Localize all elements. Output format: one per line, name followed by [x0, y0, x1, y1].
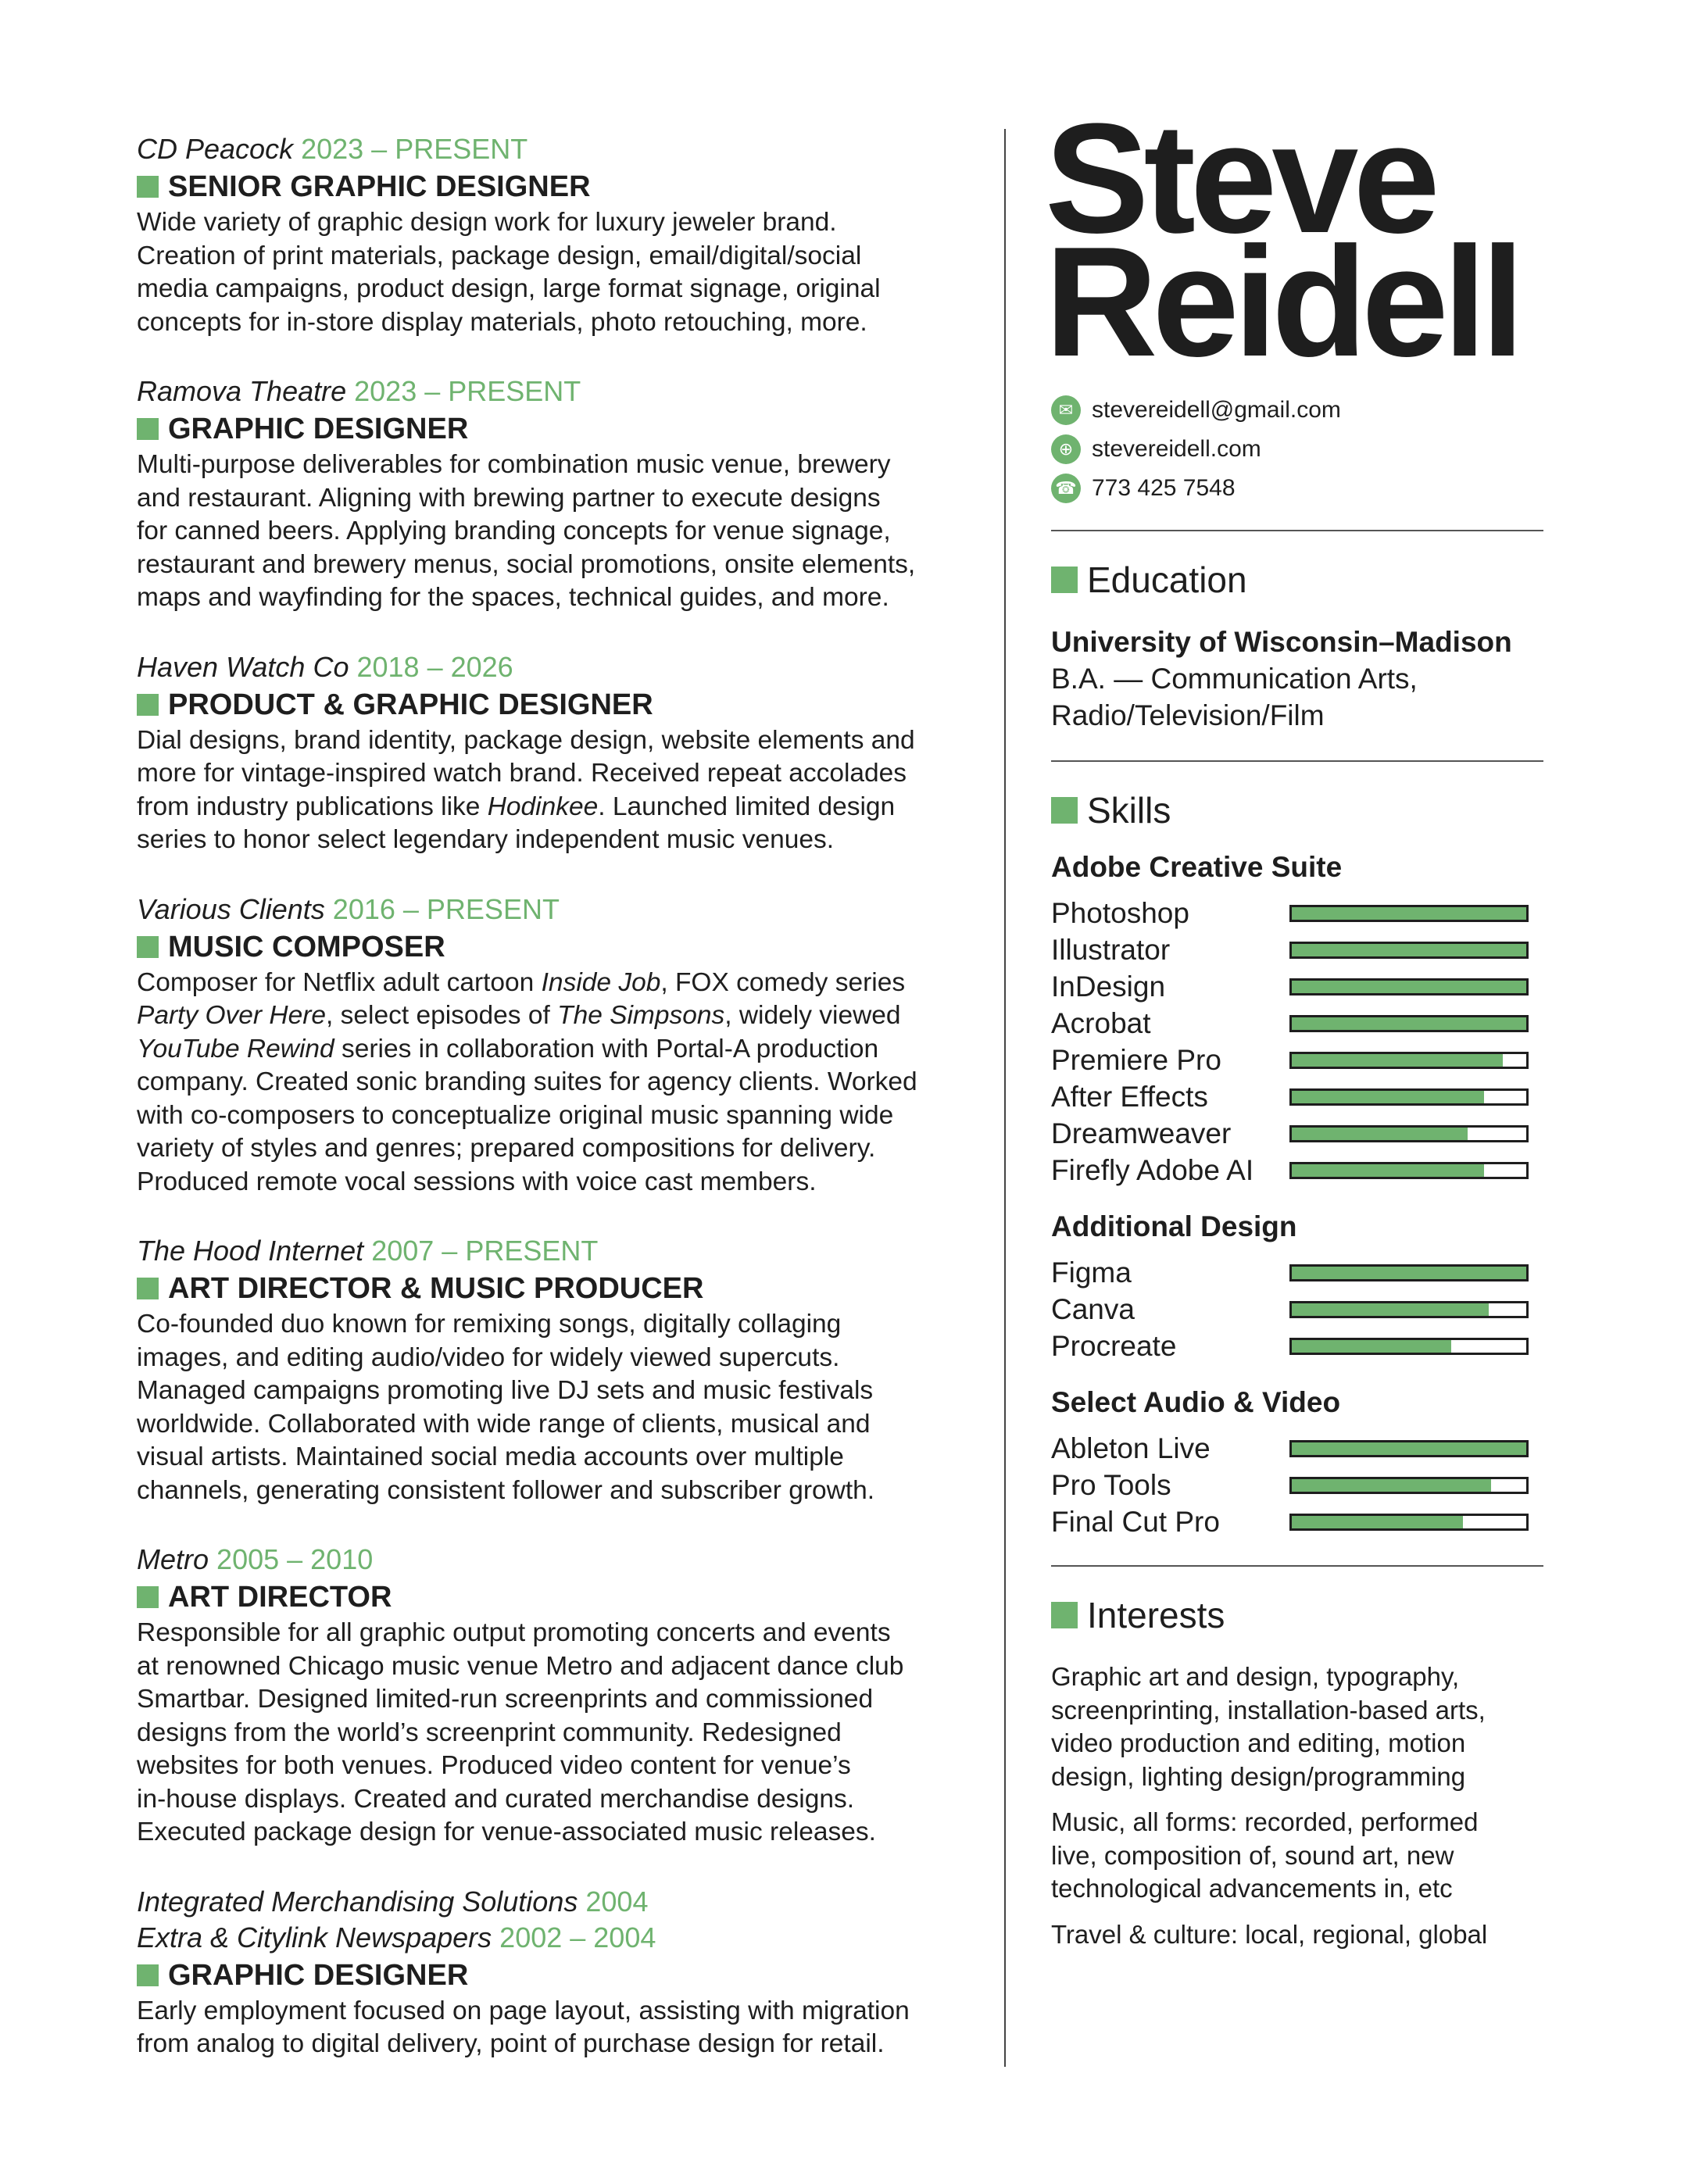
- skill-level-bar: [1289, 1052, 1529, 1069]
- interest-line: technological advancements in, etc: [1051, 1874, 1453, 1903]
- skill-row: [1051, 1115, 1543, 1152]
- job-list: [137, 131, 965, 1850]
- job-role: PRODUCT & GRAPHIC DESIGNER: [137, 685, 965, 724]
- job-description: [137, 206, 965, 339]
- desc-line: from industry publications like Hodinkee. Launched limited design: [137, 792, 896, 821]
- skill-level-bar: [1289, 978, 1529, 995]
- desc-line: images, and editing audio/video for widely viewed supercuts.: [137, 1342, 840, 1372]
- desc-line: company. Created sonic branding suites for agency clients. Worked: [137, 1067, 917, 1096]
- column-divider: [1004, 129, 1006, 2067]
- job-employer: Metro 2005 – 2010: [137, 1543, 374, 1575]
- desc-line: with co-composers to conceptualize original music spanning wide: [137, 1100, 894, 1130]
- skill-row: [1051, 931, 1543, 968]
- desc-line: Dial designs, brand identity, package design, website elements and: [137, 725, 915, 755]
- skill-row: [1051, 968, 1543, 1005]
- skill-row: [1051, 1254, 1543, 1291]
- job-role: MUSIC COMPOSER: [137, 928, 965, 967]
- interest-line: screenprinting, installation-based arts,: [1051, 1695, 1486, 1725]
- skill-level-fill: [1292, 1340, 1451, 1353]
- desc-line: from analog to digital delivery, point of purchase design for retail.: [137, 2029, 885, 2058]
- skills-heading: Skills: [1051, 787, 1543, 834]
- desc-line: in-house displays. Created and curated merchandise designs.: [137, 1784, 855, 1814]
- experience-column: [137, 131, 965, 2096]
- skill-level-bar: [1289, 1338, 1529, 1355]
- bullet-square-icon: [137, 1964, 159, 1986]
- desc-line: Smartbar. Designed limited-run screenprints and commissioned: [137, 1685, 874, 1714]
- interest-paragraph: [1051, 1660, 1543, 1793]
- skill-label: Premiere Pro: [1051, 1043, 1221, 1076]
- divider: [1051, 530, 1543, 531]
- job-employer: The Hood Internet 2007 – PRESENT: [137, 1235, 599, 1267]
- bullet-square-icon: [137, 1278, 159, 1299]
- interest-line: design, lighting design/programming: [1051, 1761, 1466, 1791]
- desc-line: Multi-purpose deliverables for combination music venue, brewery: [137, 450, 891, 479]
- interest-line: Music, all forms: recorded, performed: [1051, 1807, 1479, 1836]
- skill-level-fill: [1292, 1128, 1468, 1140]
- desc-line: Wide variety of graphic design work for luxury jeweler brand.: [137, 208, 837, 237]
- skill-label: Pro Tools: [1051, 1468, 1171, 1501]
- skill-row: [1051, 1467, 1543, 1503]
- skill-level-bar: [1289, 1125, 1529, 1142]
- skill-label: Photoshop: [1051, 896, 1189, 929]
- skill-level-fill: [1292, 1267, 1526, 1279]
- skill-level-fill: [1292, 944, 1526, 956]
- bullet-square-icon: [137, 694, 159, 716]
- degree: B.A. — Communication Arts,: [1051, 663, 1418, 695]
- skill-level-fill: [1292, 1303, 1489, 1316]
- desc-line: designs from the world’s screenprint community. Redesigned: [137, 1718, 842, 1747]
- skills-block: [1051, 851, 1543, 1540]
- skill-level-fill: [1292, 1516, 1463, 1528]
- skill-group: [1051, 1386, 1543, 1540]
- skill-label: Dreamweaver: [1051, 1117, 1232, 1149]
- desc-line: Party Over Here, select episodes of The Simpsons, widely viewed: [137, 1001, 901, 1030]
- desc-line: Responsible for all graphic output promoting concerts and events: [137, 1618, 891, 1647]
- skill-level-bar: [1289, 1015, 1529, 1032]
- desc-line: series to honor select legendary independent music venues.: [137, 825, 835, 854]
- skill-level-bar: [1289, 942, 1529, 959]
- skill-level-bar: [1289, 1162, 1529, 1179]
- skill-row: [1051, 895, 1543, 931]
- skill-group-title: Adobe Creative Suite: [1051, 851, 1343, 883]
- skill-label: Illustrator: [1051, 933, 1171, 966]
- desc-line: concepts for in-store display materials, photo retouching, more.: [137, 307, 867, 337]
- education-heading: Education: [1051, 556, 1543, 603]
- skill-row: [1051, 1078, 1543, 1115]
- bullet-square-icon: [1051, 1602, 1078, 1628]
- desc-line: Composer for Netflix adult cartoon Inside Job, FOX comedy series: [137, 967, 906, 997]
- first-name: Steve: [1045, 91, 1435, 266]
- school-name: University of Wisconsin–Madison: [1051, 626, 1512, 658]
- skill-label: InDesign: [1051, 970, 1166, 1003]
- interest-line: Graphic art and design, typography,: [1051, 1662, 1460, 1691]
- skill-row: [1051, 1152, 1543, 1189]
- skill-label: After Effects: [1051, 1080, 1208, 1113]
- job-role: ART DIRECTOR & MUSIC PRODUCER: [137, 1269, 965, 1308]
- skill-row: [1051, 1328, 1543, 1364]
- contact-email[interactable]: ✉ stevereidell@gmail.com: [1051, 391, 1543, 430]
- contact-phone[interactable]: ☎ 773 425 7548: [1051, 469, 1543, 508]
- skill-level-bar: [1289, 1088, 1529, 1106]
- job-role: GRAPHIC DESIGNER: [137, 1956, 965, 1995]
- desc-line: variety of styles and genres; prepared compositions for delivery.: [137, 1134, 876, 1163]
- job-role: GRAPHIC DESIGNER: [137, 409, 965, 449]
- desc-line: Executed package design for venue-associated music releases.: [137, 1818, 876, 1846]
- interests-block: [1051, 1660, 1543, 1951]
- job-entry: [137, 1542, 965, 1850]
- desc-line: at renowned Chicago music venue Metro and adjacent dance club: [137, 1651, 904, 1681]
- bullet-square-icon: [137, 176, 159, 198]
- desc-line: channels, generating consistent follower and subscriber growth.: [137, 1475, 875, 1505]
- bullet-square-icon: [137, 936, 159, 958]
- desc-line: maps and wayfinding for the spaces, technical guides, and more.: [137, 583, 889, 612]
- job-employer: Various Clients 2016 – PRESENT: [137, 892, 560, 925]
- skill-label: Ableton Live: [1051, 1432, 1211, 1464]
- skill-label: Acrobat: [1051, 1006, 1151, 1039]
- bullet-square-icon: [1051, 797, 1078, 824]
- job-employer: CD Peacock 2023 – PRESENT: [137, 133, 528, 165]
- job-entry: [137, 374, 965, 615]
- skill-level-fill: [1292, 1479, 1491, 1492]
- interest-line: video production and editing, motion: [1051, 1728, 1466, 1757]
- job-description: [137, 1308, 965, 1507]
- skill-label: Canva: [1051, 1292, 1135, 1325]
- skill-level-bar: [1289, 905, 1529, 922]
- job-entry: [137, 131, 965, 339]
- interest-paragraph: [1051, 1806, 1543, 1906]
- desc-line: more for vintage-inspired watch brand. Received repeat accolades: [137, 759, 907, 788]
- desc-line: Managed campaigns promoting live DJ sets and music festivals: [137, 1376, 874, 1405]
- skill-row: [1051, 1503, 1543, 1540]
- skill-group: [1051, 851, 1543, 1189]
- job-employer: Extra & Citylink Newspapers 2002 – 2004: [137, 1921, 656, 1953]
- skill-level-bar: [1289, 1440, 1529, 1457]
- skill-level-fill: [1292, 1091, 1484, 1103]
- skill-level-fill: [1292, 1164, 1484, 1177]
- interest-paragraph: [1051, 1918, 1543, 1952]
- name-heading: [1045, 91, 1543, 389]
- desc-line: Co-founded duo known for remixing songs, digitally collaging: [137, 1310, 842, 1339]
- education-block: [1051, 624, 1543, 734]
- globe-icon: ⊕: [1051, 434, 1081, 464]
- job-entry: [137, 649, 965, 857]
- interests-heading: Interests: [1051, 1592, 1543, 1639]
- desc-line: restaurant and brewery menus, social promotions, onsite elements,: [137, 549, 916, 579]
- skill-level-bar: [1289, 1264, 1529, 1281]
- skill-level-fill: [1292, 981, 1526, 993]
- phone-icon: ☎: [1051, 474, 1081, 503]
- interest-line: live, composition of, sound art, new: [1051, 1840, 1454, 1870]
- divider: [1051, 1565, 1543, 1567]
- desc-line: and restaurant. Aligning with brewing partner to execute designs: [137, 483, 881, 513]
- job-entry: [137, 1233, 965, 1507]
- job-description: [137, 1995, 965, 2061]
- skill-group-title: Additional Design: [1051, 1210, 1297, 1242]
- desc-line: worldwide. Collaborated with wide range of clients, musical and: [137, 1409, 871, 1439]
- skill-level-fill: [1292, 907, 1526, 920]
- desc-line: media campaigns, product design, large format signage, original: [137, 274, 881, 303]
- skill-row: [1051, 1430, 1543, 1467]
- job-role: SENIOR GRAPHIC DESIGNER: [137, 167, 965, 206]
- job-employer: Haven Watch Co 2018 – 2026: [137, 650, 513, 683]
- skill-row: [1051, 1005, 1543, 1042]
- email-icon: ✉: [1051, 395, 1081, 425]
- skill-level-bar: [1289, 1477, 1529, 1494]
- desc-line: visual artists. Maintained social media accounts over multiple: [137, 1442, 844, 1471]
- bullet-square-icon: [1051, 567, 1078, 593]
- skill-label: Figma: [1051, 1256, 1132, 1289]
- skill-label: Procreate: [1051, 1329, 1177, 1362]
- interest-line: Travel & culture: local, regional, global: [1051, 1919, 1488, 1949]
- desc-line: Early employment focused on page layout, assisting with migration: [137, 1996, 910, 2025]
- skill-row: [1051, 1042, 1543, 1078]
- desc-line: for canned beers. Applying branding concepts for venue signage,: [137, 517, 891, 545]
- job-employer: Ramova Theatre 2023 – PRESENT: [137, 375, 581, 407]
- desc-line: Produced remote vocal sessions with voice cast members.: [137, 1167, 817, 1196]
- job-description: [137, 449, 965, 615]
- bullet-square-icon: [137, 1586, 159, 1608]
- job-description: [137, 724, 965, 857]
- skill-level-fill: [1292, 1017, 1526, 1030]
- contact-website[interactable]: ⊕ stevereidell.com: [1051, 430, 1543, 469]
- sidebar-column: [1045, 91, 1543, 1964]
- divider: [1051, 760, 1543, 762]
- job-employer: Integrated Merchandising Solutions 2004: [137, 1885, 649, 1918]
- skill-group: [1051, 1210, 1543, 1364]
- early-employment: [137, 1884, 965, 2061]
- job-entry: [137, 892, 965, 1199]
- skill-level-fill: [1292, 1442, 1526, 1455]
- bullet-square-icon: [137, 418, 159, 440]
- job-description: [137, 1617, 965, 1850]
- desc-line: Creation of print materials, package design, email/digital/social: [137, 241, 862, 270]
- contact-block: [1051, 391, 1543, 508]
- skill-group-title: Select Audio & Video: [1051, 1386, 1341, 1418]
- degree-field: Radio/Television/Film: [1051, 699, 1325, 731]
- desc-line: YouTube Rewind series in collaboration with Portal-A production: [137, 1034, 879, 1063]
- skill-level-bar: [1289, 1301, 1529, 1318]
- desc-line: websites for both venues. Produced video content for venue’s: [137, 1751, 851, 1780]
- skill-row: [1051, 1291, 1543, 1328]
- job-description: [137, 967, 965, 1199]
- last-name: Reidell: [1045, 215, 1519, 389]
- skill-label: Firefly Adobe AI: [1051, 1153, 1254, 1186]
- skill-level-bar: [1289, 1514, 1529, 1531]
- skill-label: Final Cut Pro: [1051, 1505, 1220, 1538]
- skill-level-fill: [1292, 1054, 1503, 1067]
- job-role: ART DIRECTOR: [137, 1578, 965, 1617]
